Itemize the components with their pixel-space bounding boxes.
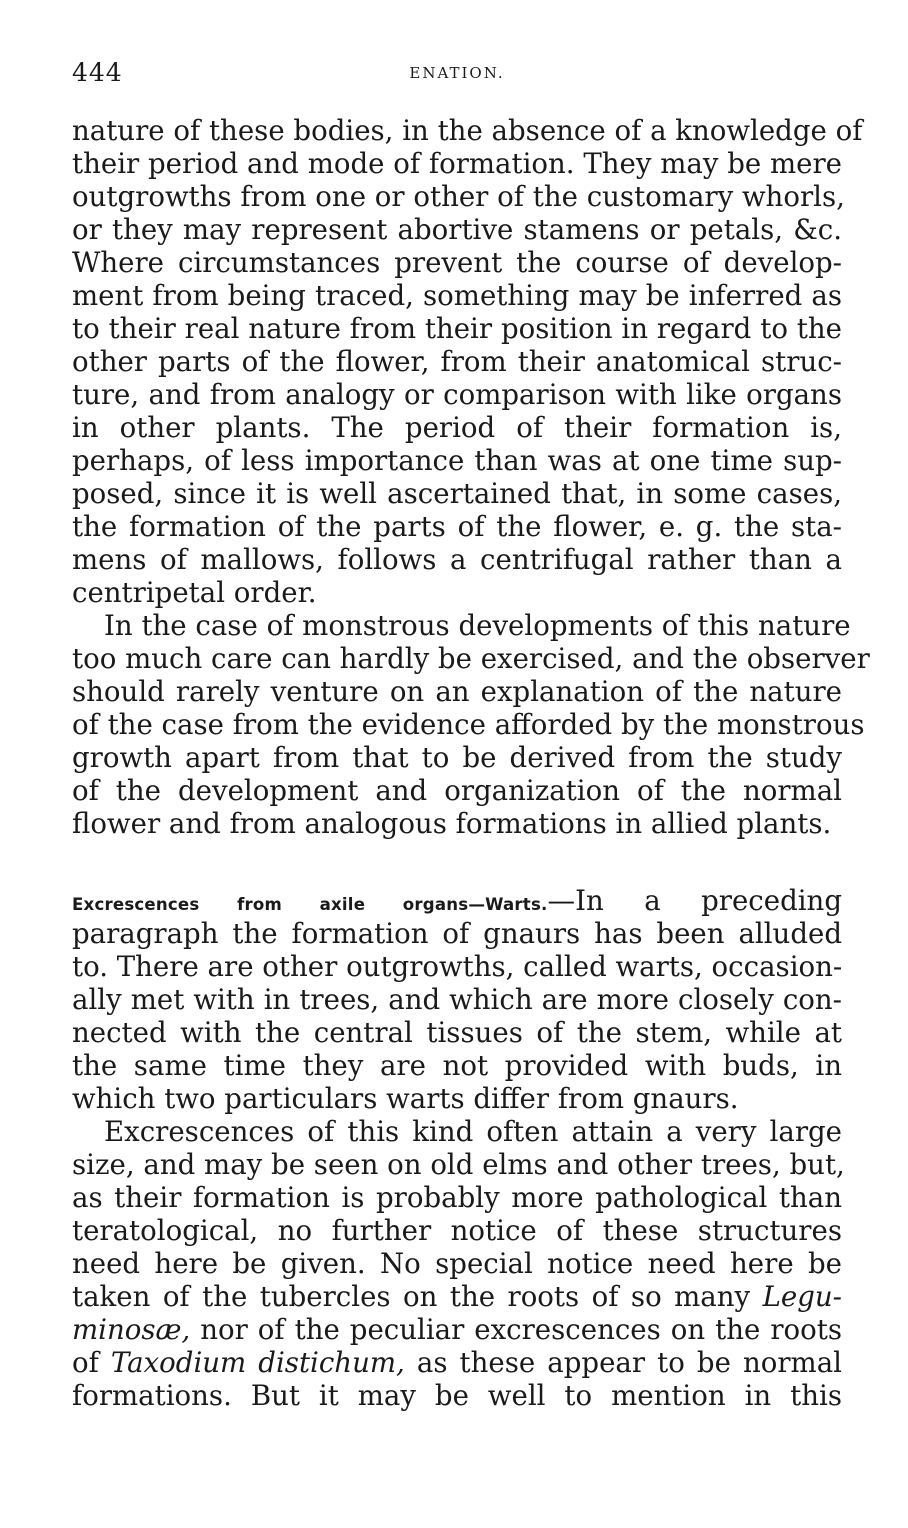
text-line: too much care can hardly be exercised, and the observer bbox=[72, 642, 870, 675]
text-line: Excrescences of this kind often attain a very large bbox=[104, 1115, 842, 1148]
text-line: perhaps, of less importance than was at one time sup- bbox=[72, 444, 842, 477]
body-text bbox=[72, 114, 870, 1412]
text-line: the formation of the parts of the flower, e. g. the sta- bbox=[72, 510, 842, 543]
text-line bbox=[72, 1280, 842, 1313]
text-line: to their real nature from their position in regard to the bbox=[72, 312, 842, 345]
text-line: of the development and organization of the normal bbox=[72, 774, 842, 807]
text-line: of the case from the evidence afforded by the monstrous bbox=[72, 708, 865, 741]
section-first-line bbox=[72, 884, 842, 917]
text-line: teratological, no further notice of these structures bbox=[72, 1214, 842, 1247]
text-line: centripetal order. bbox=[72, 576, 317, 609]
text-line: formations. But it may be well to mention in this bbox=[72, 1379, 842, 1412]
italic-term: minosæ, bbox=[72, 1313, 191, 1346]
section-heading: Excrescences from axile organs—Warts. bbox=[72, 895, 548, 914]
page-number: 444 bbox=[72, 58, 123, 87]
text-run: taken of the tubercles on the roots of so many bbox=[72, 1280, 763, 1313]
text-line bbox=[72, 1313, 842, 1346]
text-line: or they may represent abortive stamens or petals, &c. bbox=[72, 213, 842, 246]
text-line: to. There are other outgrowths, called warts, occasion- bbox=[72, 950, 843, 983]
text-line: need here be given. No special notice need here be bbox=[72, 1247, 842, 1280]
italic-term: Legu- bbox=[762, 1280, 842, 1313]
text-line: posed, since it is well ascertained that, in some cases, bbox=[72, 477, 842, 510]
text-line: the same time they are not provided with buds, in bbox=[72, 1049, 842, 1082]
text-line: their period and mode of formation. They may be mere bbox=[72, 147, 842, 180]
text-line: ture, and from analogy or comparison with like organs bbox=[72, 378, 842, 411]
text-line: In the case of monstrous developments of this nature bbox=[104, 609, 851, 642]
running-head: ENATION. bbox=[409, 64, 505, 82]
text-line: nected with the central tissues of the stem, while at bbox=[72, 1016, 842, 1049]
text-line bbox=[72, 1346, 842, 1379]
text-line: ment from being traced, something may be inferred as bbox=[72, 279, 842, 312]
text-line: mens of mallows, follows a centrifugal rather than a bbox=[72, 543, 842, 576]
text-line: which two particulars warts differ from gnaurs. bbox=[72, 1082, 739, 1115]
text-line: size, and may be seen on old elms and other trees, but, bbox=[72, 1148, 845, 1181]
text-line: flower and from analogous formations in allied plants. bbox=[72, 807, 832, 840]
text-line: as their formation is probably more pathological than bbox=[72, 1181, 842, 1214]
italic-term: Taxodium distichum, bbox=[110, 1346, 405, 1379]
text-line: in other plants. The period of their formation is, bbox=[72, 411, 842, 444]
text-line: ally met with in trees, and which are more closely con- bbox=[72, 983, 842, 1016]
text-run: nor of the peculiar excrescences on the roots bbox=[190, 1313, 842, 1346]
page-header bbox=[72, 58, 842, 94]
text-line: should rarely venture on an explanation of the nature bbox=[72, 675, 842, 708]
paragraph-4 bbox=[72, 1115, 845, 1412]
text-run: as these appear to be normal bbox=[404, 1346, 842, 1379]
paragraph-2 bbox=[72, 609, 870, 840]
paragraph-1 bbox=[72, 114, 863, 609]
section-gap bbox=[72, 840, 842, 884]
section-warts bbox=[72, 884, 842, 1115]
text-line: outgrowths from one or other of the customary whorls, bbox=[72, 180, 845, 213]
section-first-line-text: —In a preceding bbox=[547, 884, 842, 917]
text-line: other parts of the flower, from their anatomical struc- bbox=[72, 345, 842, 378]
text-line: paragraph the formation of gnaurs has been alluded bbox=[72, 917, 842, 950]
text-run: of bbox=[72, 1346, 111, 1379]
text-line: Where circumstances prevent the course of develop- bbox=[72, 246, 842, 279]
text-line: growth apart from that to be derived from the study bbox=[72, 741, 842, 774]
text-line: nature of these bodies, in the absence of a knowledge of bbox=[72, 114, 863, 147]
